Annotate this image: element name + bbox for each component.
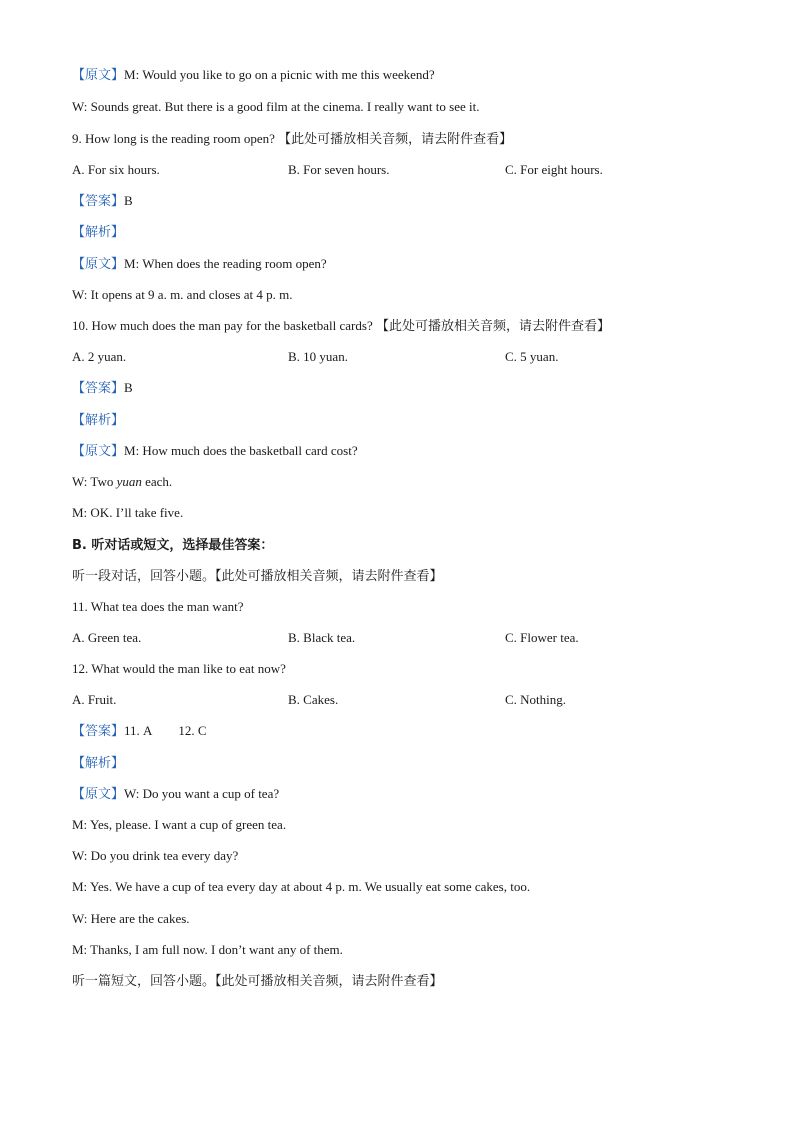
section-b-title: B. 听对话或短文，选择最佳答案： (72, 538, 274, 553)
transcript-line (72, 286, 292, 304)
option-a: A. For six hours. (72, 162, 160, 177)
answer-tag: 【答案】 (72, 724, 125, 739)
yuan-word: yuan (116, 474, 142, 489)
period: . (344, 349, 348, 364)
answer-value: 11. A (124, 723, 153, 738)
original-text-tag: 【原文】 (72, 444, 125, 459)
passage-intro-text: 听一篇短文，回答小题。【此处可播放相关音频，请去附件查看】 (72, 974, 443, 989)
transcript-line (72, 98, 479, 116)
transcript-text: M: Yes, please. I want a cup of green tea. (72, 817, 287, 832)
passage-intro (72, 972, 443, 991)
analysis-line (72, 223, 124, 242)
analysis-line (72, 754, 124, 773)
analysis-tag: 【解析】 (72, 225, 125, 240)
period: . (555, 349, 559, 364)
transcript-text: M: Yes. We have a cup of tea every day at about 4 p. m. We usually eat some cakes, too. (72, 879, 531, 894)
option-text: A. 2 (72, 349, 98, 364)
transcript-line (72, 816, 286, 834)
transcript-text: W: Sounds great. But there is a good film at the cinema. I really want to see it. (72, 99, 480, 114)
original-text-tag: 【原文】 (72, 68, 125, 83)
answer-value: B (124, 380, 133, 395)
analysis-line (72, 411, 124, 430)
transcript-text: M: Would you like to go on a picnic with me this weekend? (124, 67, 435, 82)
answer-line (72, 192, 133, 211)
analysis-tag: 【解析】 (72, 756, 125, 771)
option-c: C. Flower tea. (505, 630, 579, 645)
transcript-text: W: Do you drink tea every day? (72, 848, 239, 863)
question-10 (72, 317, 610, 336)
option-text: B. 10 (288, 349, 320, 364)
option-c: C. Nothing. (505, 692, 567, 707)
transcript-text: W: Here are the cakes. (72, 911, 190, 926)
transcript-line (72, 847, 238, 865)
option-b: B. Cakes. (288, 692, 339, 707)
section-heading (72, 536, 273, 555)
transcript-line (72, 785, 279, 804)
question-text: 12. What would the man like to eat now? (72, 661, 286, 676)
transcript-line (72, 910, 190, 928)
period: . (122, 349, 127, 364)
answer-value: B (124, 193, 133, 208)
option-b (288, 348, 348, 366)
option-text: C. 5 (505, 349, 530, 364)
dialog-intro-text: 听一段对话，回答小题。【此处可播放相关音频，请去附件查看】 (72, 569, 443, 584)
answer-tag: 【答案】 (72, 381, 125, 396)
original-text-tag: 【原文】 (72, 787, 125, 802)
transcript-line (72, 504, 183, 522)
original-text-tag: 【原文】 (72, 257, 125, 272)
dialog-intro (72, 567, 443, 586)
yuan-word: yuan (97, 349, 123, 364)
transcript-line (72, 255, 327, 274)
question-11 (72, 598, 243, 616)
audio-note: 【此处可播放相关音频，请去附件查看】 (278, 132, 513, 147)
transcript-text: M: How much does the basketball card cost? (124, 443, 358, 458)
transcript-text: W: It opens at 9 a. m. and closes at 4 p. m. (72, 287, 293, 302)
transcript-line (72, 442, 358, 461)
transcript-text: M: Thanks, I am full now. I don’t want any of them. (72, 942, 343, 957)
answer-value: 12. C (178, 723, 207, 738)
audio-note: 【此处可播放相关音频，请去附件查看】 (375, 319, 610, 334)
answer-line (72, 722, 207, 741)
transcript-text: W: Two (72, 474, 117, 489)
transcript-line (72, 473, 172, 491)
transcript-text: M: When does the reading room open? (124, 256, 327, 271)
question-9 (72, 130, 512, 149)
option-a (72, 348, 126, 366)
option-c: C. For eight hours. (505, 162, 603, 177)
option-c (505, 348, 558, 366)
transcript-line (72, 941, 343, 959)
transcript-line (72, 878, 530, 896)
transcript-text: M: OK. I’ll take five. (72, 505, 184, 520)
question-text: 10. How much does the man pay for the basketball cards? (72, 318, 373, 333)
yuan-word: yuan (529, 349, 556, 364)
answer-line (72, 379, 133, 398)
option-b: B. Black tea. (288, 630, 356, 645)
yuan-word: yuan (319, 349, 345, 364)
transcript-line (72, 66, 435, 85)
question-text: 9. How long is the reading room open? (72, 131, 275, 146)
transcript-text: W: Do you want a cup of tea? (124, 786, 280, 801)
question-text: 11. What tea does the man want? (72, 599, 244, 614)
option-a: A. Green tea. (72, 630, 142, 645)
question-12 (72, 660, 286, 678)
analysis-tag: 【解析】 (72, 413, 125, 428)
answer-tag: 【答案】 (72, 194, 125, 209)
option-b: B. For seven hours. (288, 162, 390, 177)
transcript-text: each. (141, 474, 173, 489)
option-a: A. Fruit. (72, 692, 117, 707)
